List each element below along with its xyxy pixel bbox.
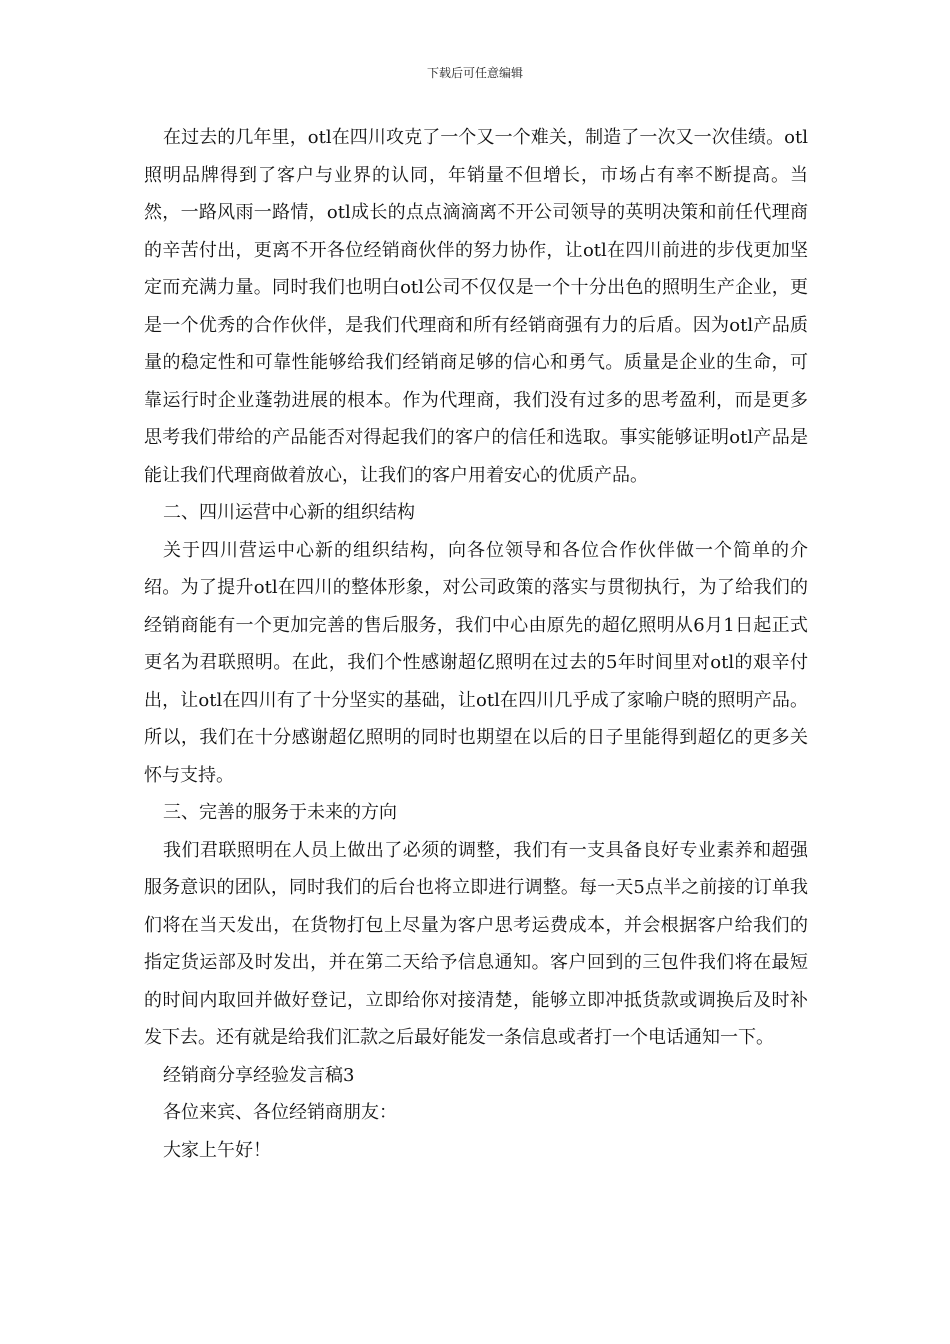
document-body	[144, 119, 808, 1169]
section-heading-organization: 二、四川运营中心新的组织结构	[163, 502, 415, 523]
salutation: 各位来宾、各位经销商朋友：	[163, 1102, 397, 1123]
header-note: 下载后可任意编辑	[426, 66, 523, 80]
speech-title: 经销商分享经验发言稿3	[163, 1064, 355, 1086]
paragraph-service: 我们君联照明在人员上做出了必须的调整，我们有一支具备良好专业素养和超强服务意识的团队，同时我们的后台也将立即进行调整。每一天5点半之前接的订单我们将在当天发出，在货物打包上尽量为客户思考运费成本，并会根据客户给我们的指定货运部及时发出，并在第二天给予信息通知。客户回到的三包件我们将在最短的时间内取回并做好登记，立即给你对接清楚，能够立即冲抵货款或调换后及时补发下去。还有就是给我们汇款之后最好能发一条信息或者打一个电话通知一下。	[144, 839, 808, 1048]
greeting: 大家上午好！	[163, 1139, 271, 1161]
paragraph-achievements: 在过去的几年里，otl在四川攻克了一个又一个难关，制造了一次又一次佳绩。otl照明品牌得到了客户与业界的认同，年销量不但增长，市场占有率不断提高。当然，一路风雨一路情，otl成长的点点滴滴离不开公司领导的英明决策和前任代理商的辛苦付出，更离不开各位经销商伙伴的努力协作，让otl在四川前进的步伐更加坚定而充满力量。同时我们也明白otl公司不仅仅是一个十分出色的照明生产企业，更是一个优秀的合作伙伴，是我们代理商和所有经销商强有力的后盾。因为otl产品质量的稳定性和可靠性能够给我们经销商足够的信心和勇气。质量是企业的生命，可靠运行时企业蓬勃进展的根本。作为代理商，我们没有过多的思考盈利，而是更多思考我们带给的产品能否对得起我们的客户的信任和选取。事实能够证明otl产品是能让我们代理商做着放心，让我们的客户用着安心的优质产品。	[144, 127, 808, 486]
section-heading-service: 三、完善的服务于未来的方向	[163, 802, 397, 823]
paragraph-organization: 关于四川营运中心新的组织结构，向各位领导和各位合作伙伴做一个简单的介绍。为了提升otl在四川的整体形象，对公司政策的落实与贯彻执行，为了给我们的经销商能有一个更加完善的售后服务，我们中心由原先的超亿照明从6月1日起正式更名为君联照明。在此，我们个性感谢超亿照明在过去的5年时间里对otl的艰辛付出，让otl在四川有了十分坚实的基础，让otl在四川几乎成了家喻户晓的照明产品。所以，我们在十分感谢超亿照明的同时也期望在以后的日子里能得到超亿的更多关怀与支持。	[144, 539, 808, 786]
